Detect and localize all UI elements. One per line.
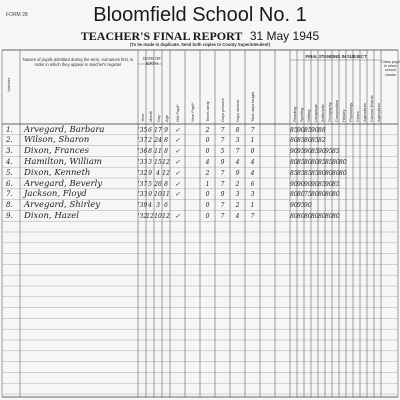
- times-tardy: 0: [205, 191, 210, 199]
- subject-grade: 90: [311, 180, 319, 188]
- total-days: 3: [250, 191, 255, 199]
- birth-day: 10: [154, 191, 162, 199]
- subject-grade: 80: [311, 191, 319, 199]
- days-present: 9: [220, 191, 225, 199]
- old-pupil-mark: ✓: [174, 212, 181, 220]
- pupil-name: Arvegard, Shirley: [24, 200, 101, 211]
- birth-month: 12: [146, 212, 154, 220]
- pupil-number: 5.: [6, 168, 13, 177]
- days-absent: 2: [235, 202, 240, 210]
- subject-grade: 90: [290, 202, 298, 210]
- birth-day: 26: [154, 180, 162, 188]
- subject-grade: 85: [290, 126, 298, 134]
- days-absent: 3: [235, 191, 240, 199]
- subject-grade: 90: [297, 180, 305, 188]
- total-days: 4: [250, 169, 255, 177]
- subject-4-header: Arithmetic: [319, 104, 325, 122]
- subject-grade: 80: [297, 212, 305, 220]
- pupil-age: 8: [164, 137, 168, 145]
- subject-grade: 80: [325, 169, 333, 177]
- report-subnote: (To be made in duplicate. Send both copies to County Superintendent): [130, 42, 270, 47]
- subject-grade: 85: [311, 169, 319, 177]
- subject-1-header: Spelling: [298, 107, 304, 122]
- report-date: 31 May 1945: [249, 29, 320, 43]
- days-present: 7: [220, 169, 225, 177]
- old-pupil-header: Old Pupil*: [175, 104, 180, 122]
- birth-day: 3: [156, 202, 160, 210]
- pupil-age: 12: [162, 158, 170, 166]
- days-absent: 3: [235, 137, 240, 145]
- times-tardy: 1: [205, 180, 210, 188]
- days-present: 7: [220, 212, 225, 220]
- pupil-name: Dixon, Kenneth: [24, 167, 91, 178]
- total-days: 7: [250, 212, 255, 220]
- pupil-name: Dixon, Frances: [24, 146, 89, 157]
- pupil-number: 1.: [6, 125, 13, 134]
- subject-grade: 90: [304, 180, 312, 188]
- subject-grade: 80: [311, 212, 319, 220]
- subject-grade: 80: [318, 212, 326, 220]
- old-pupil-mark: ✓: [174, 158, 181, 166]
- subject-grade: 85: [297, 169, 305, 177]
- pupil-number: 3.: [6, 147, 13, 156]
- form-number: FORM 28: [6, 12, 28, 18]
- days-present: 7: [220, 202, 225, 210]
- days-absent: 4: [235, 158, 240, 166]
- subject-grade: 95: [297, 148, 305, 156]
- birth-month: 5: [148, 180, 152, 188]
- subject-10-header: Agriculture: [361, 102, 367, 122]
- total-days: 4: [250, 158, 255, 166]
- subject-grade: 90: [311, 126, 319, 134]
- subject-0-header: Reading: [291, 107, 297, 122]
- subject-grade: 90: [290, 180, 298, 188]
- pupil-number: 6.: [6, 179, 13, 188]
- subject-grade: 85: [297, 137, 305, 145]
- pupil-age: 8: [164, 148, 168, 156]
- old-pupil-mark: ✓: [174, 180, 181, 188]
- days-absent: 2: [235, 180, 240, 188]
- birth-day: 10: [154, 212, 162, 220]
- times-tardy: 0: [205, 148, 210, 156]
- pupil-age: 9: [164, 126, 168, 134]
- old-pupil-mark: ✓: [174, 191, 181, 199]
- subject-grade: 85: [297, 158, 305, 166]
- total-days: 1: [250, 137, 255, 145]
- subject-grade: 80: [332, 169, 340, 177]
- old-pupil-mark: ✓: [174, 148, 181, 156]
- subject-grade: 80: [290, 212, 298, 220]
- number-header: Number: [6, 77, 11, 92]
- birth-month: 9: [148, 169, 152, 177]
- days-present: 9: [220, 158, 225, 166]
- subject-grade: 90: [290, 148, 298, 156]
- subject-grade: 95: [325, 148, 333, 156]
- days-present: 7: [220, 137, 225, 145]
- days-absent: 7: [235, 148, 240, 156]
- subject-grade: 80: [318, 191, 326, 199]
- subject-grade: 85: [332, 180, 340, 188]
- birth-year: '33: [138, 191, 148, 199]
- birth-year: '35: [138, 126, 148, 134]
- subject-grade: 80: [339, 169, 347, 177]
- subject-9-header: Civics: [354, 111, 360, 122]
- subject-grade: 80: [332, 191, 340, 199]
- subject-grade: 90: [304, 202, 312, 210]
- subject-grade: 80: [325, 191, 333, 199]
- old-pupil-mark: ✓: [174, 169, 181, 177]
- birth-day: 17: [154, 126, 162, 134]
- subject-12-header: Agriculture: [375, 102, 381, 122]
- pupil-age: 12: [162, 169, 170, 177]
- subject-grade: 85: [325, 158, 333, 166]
- subject-grade: 85: [304, 126, 312, 134]
- birth-day: 4: [156, 169, 160, 177]
- pupil-number: 7.: [6, 190, 13, 199]
- subject-grade: 85: [304, 169, 312, 177]
- subject-grade: 90: [297, 126, 305, 134]
- subject-grade: 75: [304, 191, 312, 199]
- final-standing-header: FINAL STANDING IN SUBJECT: [305, 54, 367, 59]
- pupil-age: 6: [164, 202, 168, 210]
- birth-year: '33: [138, 158, 148, 166]
- days-present: 5: [220, 148, 225, 156]
- pupil-name: Arvegard, Beverly: [24, 178, 103, 189]
- birth-month: 6: [148, 126, 152, 134]
- subject-grade: 90: [325, 180, 333, 188]
- subject-grade: 80: [304, 137, 312, 145]
- age-header: Age: [164, 114, 169, 122]
- days-present: 7: [220, 126, 225, 134]
- subject-2-header: Writing: [305, 109, 311, 122]
- date-of-birth-header: DATE OF BIRTH: [143, 56, 161, 66]
- days-absent: 4: [235, 212, 240, 220]
- times-tardy: 0: [205, 212, 210, 220]
- subject-5-header: Geography: [326, 102, 332, 122]
- subject-grade: 85: [332, 148, 340, 156]
- school-name: Bloomfield School No. 1: [93, 4, 307, 26]
- total-days-taught-header: Total days taught: [250, 91, 255, 122]
- subject-grade: 80: [297, 191, 305, 199]
- report-title: TEACHER'S FINAL REPORT: [80, 29, 243, 43]
- subject-grade: 80: [311, 158, 319, 166]
- days-absent: 9: [235, 169, 240, 177]
- times-tardy: 0: [205, 137, 210, 145]
- total-days: 0: [250, 148, 255, 156]
- days-present-header: Days present: [220, 98, 225, 122]
- times-tardy: 0: [205, 202, 210, 210]
- subject-grade: 85: [311, 137, 319, 145]
- pupil-age: 12: [162, 212, 170, 220]
- subject-grade: 80: [290, 158, 298, 166]
- pupil-number: 2.: [6, 136, 13, 145]
- pupil-age: 8: [164, 180, 168, 188]
- birth-month: 4: [148, 202, 152, 210]
- birth-year: '32: [138, 169, 148, 177]
- days-absent: 8: [235, 126, 240, 134]
- subject-grade: 80: [339, 158, 347, 166]
- birth-year: '32: [138, 212, 148, 220]
- subject-3-header: Language: [312, 104, 318, 122]
- days-absent-header: Days absent: [235, 99, 240, 122]
- times-tardy: 4: [205, 158, 210, 166]
- subject-7-header: History: [340, 109, 346, 122]
- subject-grade: 88: [318, 126, 326, 134]
- pupil-name: Arvegard, Barbara: [24, 124, 105, 135]
- day-header: Day: [156, 114, 161, 122]
- subject-grade: 82: [318, 137, 326, 145]
- month-header: Month: [148, 110, 153, 122]
- birth-day: 15: [154, 158, 162, 166]
- subject-grade: 80: [304, 158, 312, 166]
- subject-grade: 80: [332, 158, 340, 166]
- pupil-name: Jackson, Floyd: [24, 189, 87, 200]
- year-header: Year: [140, 113, 145, 122]
- subject-grade: 80: [332, 212, 340, 220]
- pupil-name: Wilson, Sharon: [24, 135, 90, 146]
- subject-grade: 80: [318, 169, 326, 177]
- subject-grade: 85: [290, 169, 298, 177]
- subject-grade: 85: [318, 180, 326, 188]
- subject-grade: 95: [297, 202, 305, 210]
- names-header: Names of pupils admitted during the term, surnames first, in order in which they appear in teacher's register: [22, 57, 134, 67]
- subject-11-header: Current Events: [368, 95, 374, 122]
- total-days: 1: [250, 202, 255, 210]
- pupil-age: 11: [162, 191, 170, 199]
- pupil-number: 9.: [6, 211, 13, 220]
- birth-month: 8: [148, 148, 152, 156]
- subject-grade: 80: [325, 212, 333, 220]
- subject-grade: 90: [318, 148, 326, 156]
- times-tardy: 2: [205, 169, 210, 177]
- birth-year: '37: [138, 180, 148, 188]
- total-days: 7: [250, 126, 255, 134]
- subject-grade: 85: [318, 158, 326, 166]
- days-present: 7: [220, 180, 225, 188]
- pupil-number: 4.: [6, 157, 13, 166]
- old-pupil-mark: ✓: [174, 126, 181, 134]
- birth-month: 9: [148, 191, 152, 199]
- birth-month: 2: [148, 137, 152, 145]
- subject-grade: 90: [304, 148, 312, 156]
- pupil-number: 8.: [6, 201, 13, 210]
- subject-grade: 80: [304, 212, 312, 220]
- subject-8-header: Physiology: [347, 102, 353, 122]
- birth-year: '39: [138, 202, 148, 210]
- subject-6-header: Composition: [333, 99, 339, 122]
- subject-grade: 85: [311, 148, 319, 156]
- birth-month: 3: [148, 158, 152, 166]
- birth-day: 24: [154, 137, 162, 145]
- total-days: 6: [250, 180, 255, 188]
- birth-day: 11: [154, 148, 162, 156]
- birth-year: '37: [138, 137, 148, 145]
- pupil-name: Dixon, Hazel: [24, 210, 80, 221]
- remarks-header: Class pupil in when school closes: [381, 60, 400, 77]
- new-pupil-header: New Pupil*: [190, 102, 195, 122]
- birth-year: '36: [138, 148, 148, 156]
- subject-grade: 80: [290, 191, 298, 199]
- times-tardy-header: Times tardy: [205, 101, 210, 122]
- times-tardy: 2: [205, 126, 210, 134]
- old-pupil-mark: ✓: [174, 137, 181, 145]
- pupil-name: Hamilton, William: [24, 156, 102, 167]
- subject-grade: 80: [290, 137, 298, 145]
